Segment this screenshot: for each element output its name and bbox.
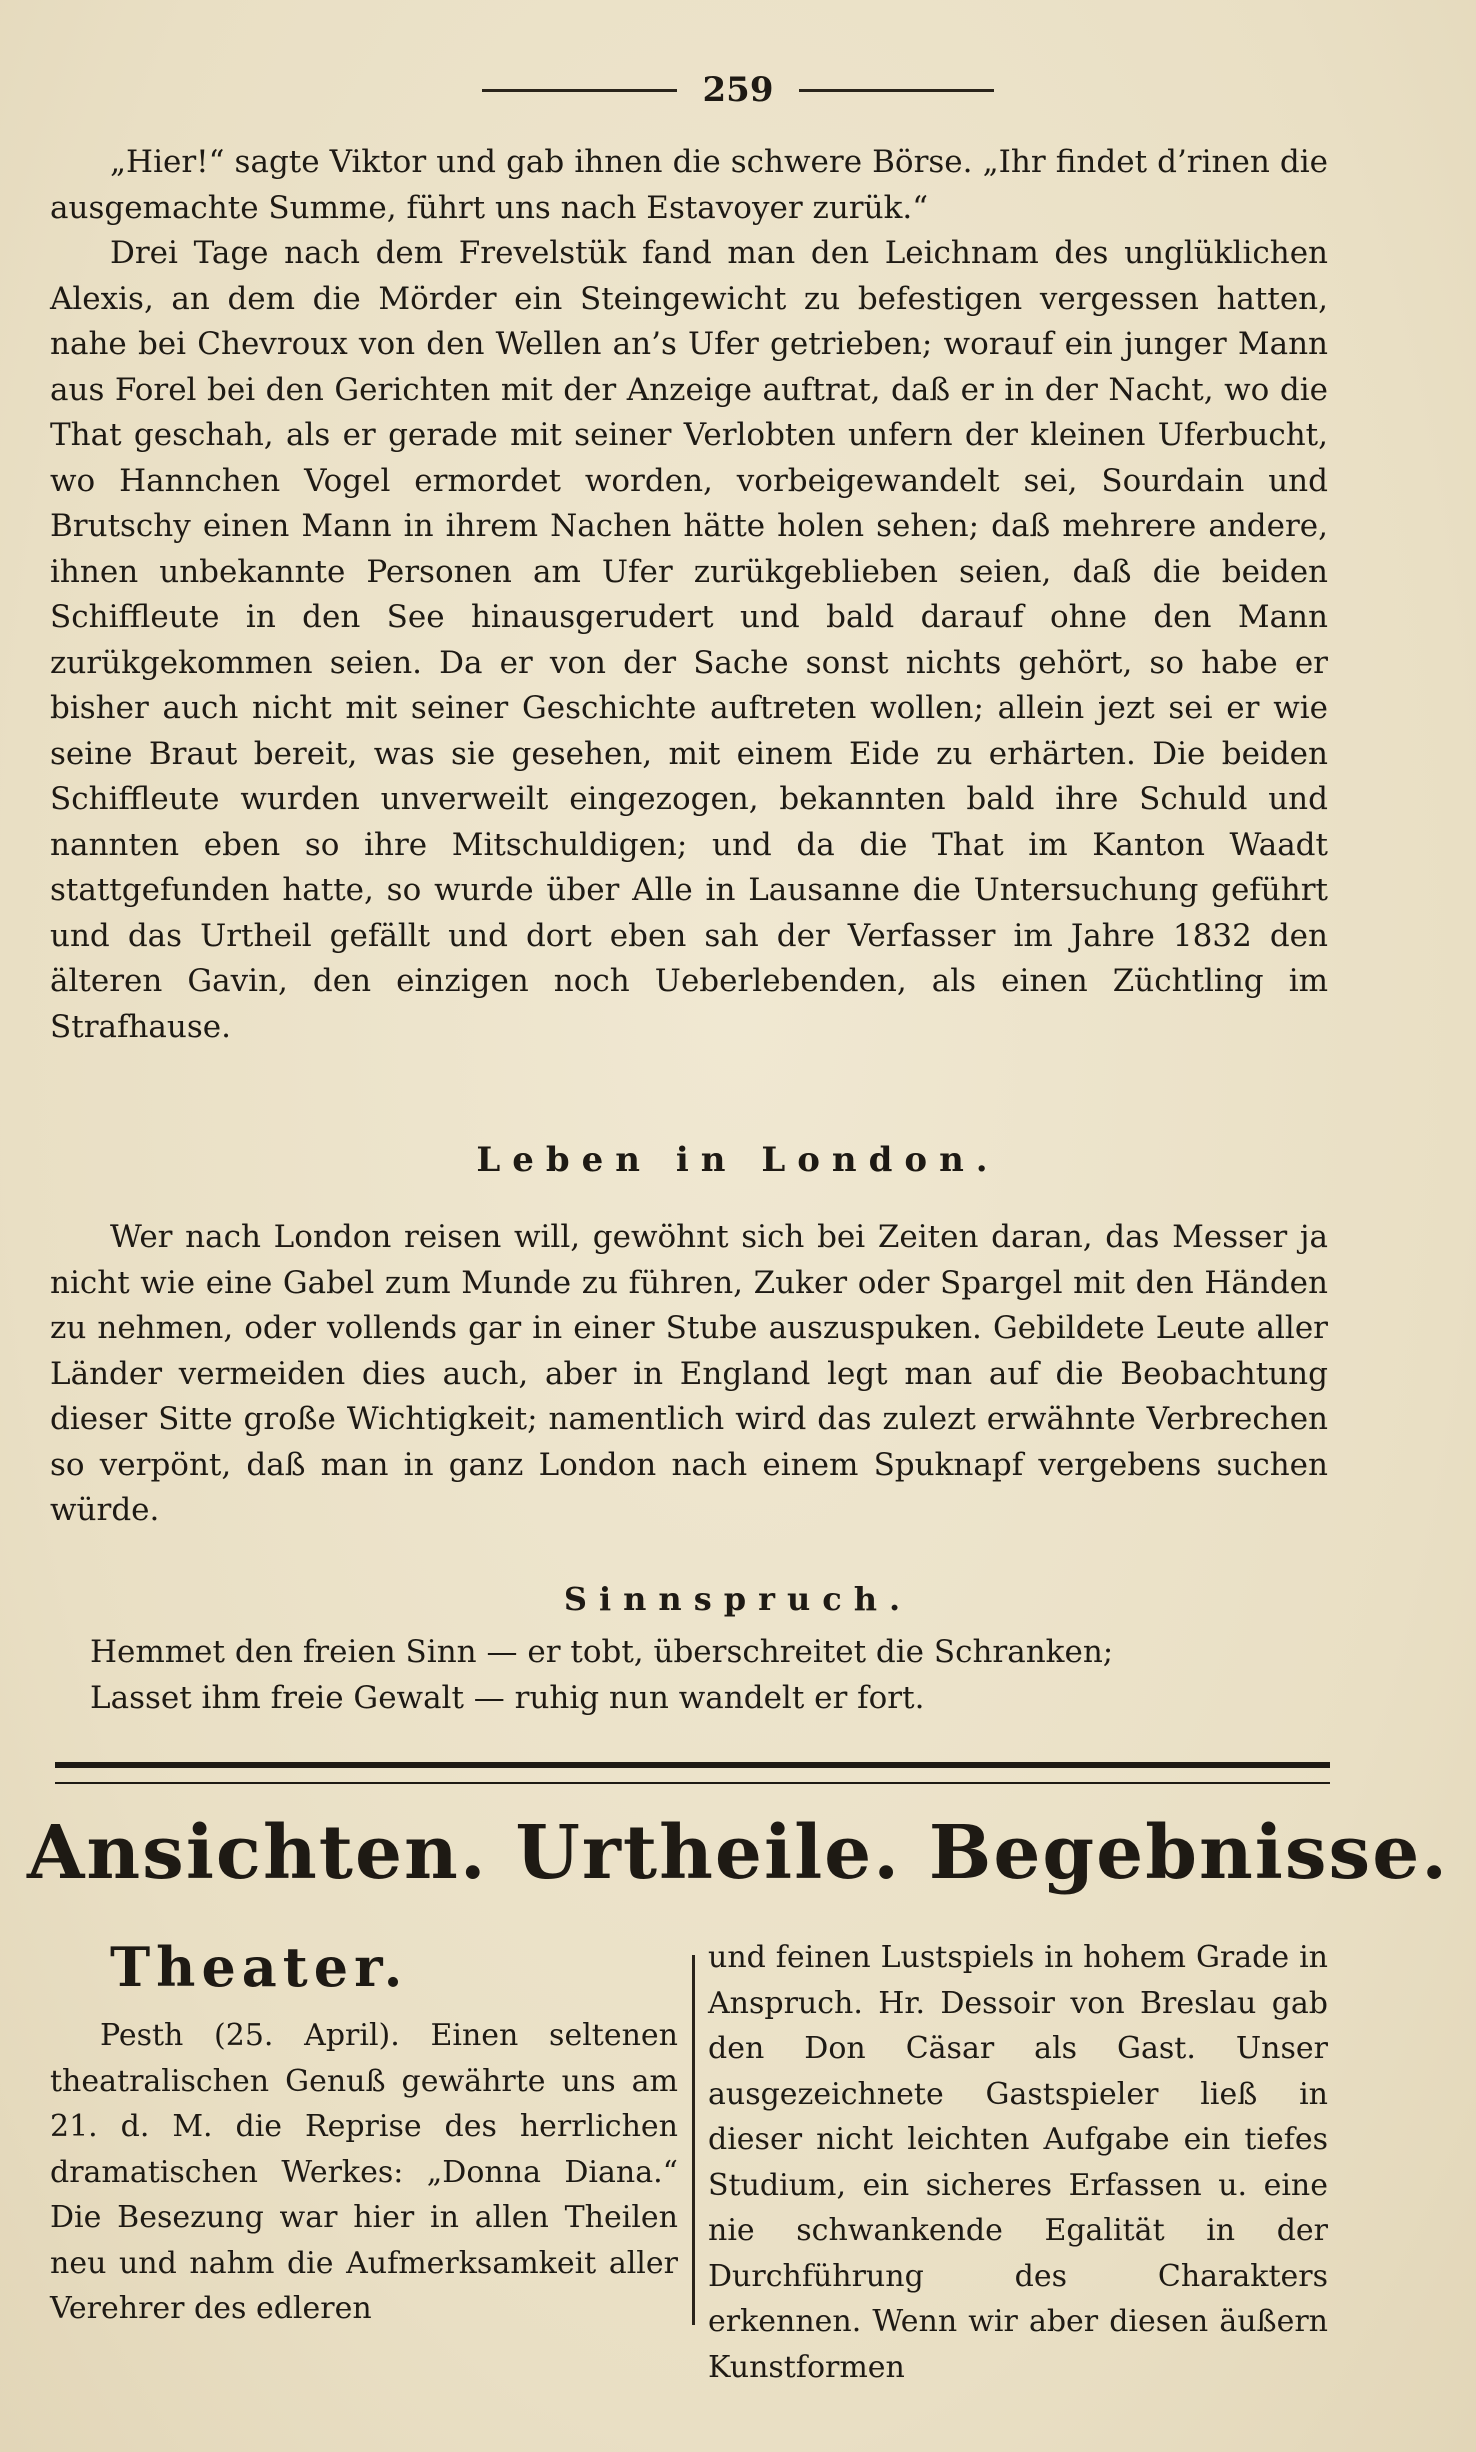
- story-conclusion: [50, 140, 1328, 1050]
- section-divider: [55, 1762, 1330, 1784]
- london-title: Leben in London.: [476, 1140, 1000, 1180]
- motto-line-2: Lasset ihm freie Gewalt — ruhig nun wandelt er fort.: [90, 1679, 925, 1716]
- theater-heading: Theater.: [110, 1935, 409, 1999]
- header-rule-right: [799, 89, 994, 92]
- column-divider: [692, 1955, 695, 2325]
- right-column: [708, 1935, 1328, 2390]
- motto-verse: [90, 1630, 1340, 1721]
- motto-line-1: Hemmet den freien Sinn — er tobt, überschreitet die Schranken;: [90, 1634, 1114, 1670]
- section-heading: Ansichten. Urtheile. Begebnisse.: [26, 1810, 1450, 1896]
- theater-text-left: Pesth (25. April). Einen seltenen theatralischen Genuß gewährte uns am 21. d. M. die Reprise des herrlichen dramatischen Werkes: „Donna Diana.“ Die Besezung war hier in allen Theilen neu und nahm die Aufmerksamkeit aller Verehrer des edleren: [50, 2018, 678, 2326]
- theater-text-right: und feinen Lustspiels in hohem Grade in Anspruch. Hr. Dessoir von Breslau gab den Don Cäsar als Gast. Unser ausgezeichnete Gastspieler ließ in dieser nicht leichten Aufgabe ein tiefes Studium, ein sicheres Erfassen u. eine nie schwankende Egalität in der Durchführung des Charakters erkennen. Wenn wir aber diesen äußern Kunstformen: [708, 1940, 1328, 2385]
- page-number: 259: [702, 70, 774, 110]
- story-paragraph-2: Drei Tage nach dem Frevelstük fand man den Leichnam des unglüklichen Alexis, an dem die Mörder ein Steingewicht zu befestigen vergessen hatten, nahe bei Chevroux von den Wellen an’s Ufer getrieben; worauf ein junger Mann aus Forel bei den Gerichten mit der Anzeige auftrat, daß er in der Nacht, wo die That geschah, als er gerade mit seiner Verlobten unfern der kleinen Uferbucht, wo Hannchen Vogel ermordet worden, vorbeigewandelt sei, Sourdain und Brutschy einen Mann in ihrem Nachen hätte holen sehen; daß mehrere andere, ihnen unbekannte Personen am Ufer zurükgeblieben seien, daß die beiden Schiffleute in den See hinausgerudert und bald darauf ohne den Mann zurükgekommen seien. Da er von der Sache sonst nichts gehört, so habe er bisher auch nicht mit seiner Geschichte auftreten wollen; allein jezt sei er wie seine Braut bereit, was sie gesehen, mit einem Eide zu erhärten. Die beiden Schiffleute wurden unverweilt eingezogen, bekannten bald ihre Schuld und nannten eben so ihre Mitschuldigen; und da die That im Kanton Waadt stattgefunden hatte, so wurde über Alle in Lausanne die Untersuchung geführt und das Urtheil gefällt und dort eben sah der Verfasser im Jahre 1832 den älteren Gavin, den einzigen noch Ueberlebenden, als einen Züchtling im Strafhause.: [50, 235, 1328, 1045]
- motto-title: Sinnspruch.: [563, 1580, 913, 1618]
- header-rule-left: [482, 89, 677, 92]
- story-paragraph-1: „Hier!“ sagte Viktor und gab ihnen die schwere Börse. „Ihr findet d’rinen die ausgemachte Summe, führt uns nach Estavoyer zurük.“: [50, 144, 1328, 226]
- london-article: [50, 1215, 1328, 1534]
- page-header: [0, 60, 1476, 120]
- left-column: [50, 1935, 678, 2332]
- london-text: Wer nach London reisen will, gewöhnt sich bei Zeiten daran, das Messer ja nicht wie eine Gabel zum Munde zu führen, Zuker oder Spargel mit den Händen zu nehmen, oder vollends gar in einer Stube auszuspuken. Gebildete Leute aller Länder vermeiden dies auch, aber in England legt man auf die Beobachtung dieser Sitte große Wichtigkeit; namentlich wird das zulezt erwähnte Verbrechen so verpönt, daß man in ganz London nach einem Spuknapf vergebens suchen würde.: [50, 1219, 1328, 1528]
